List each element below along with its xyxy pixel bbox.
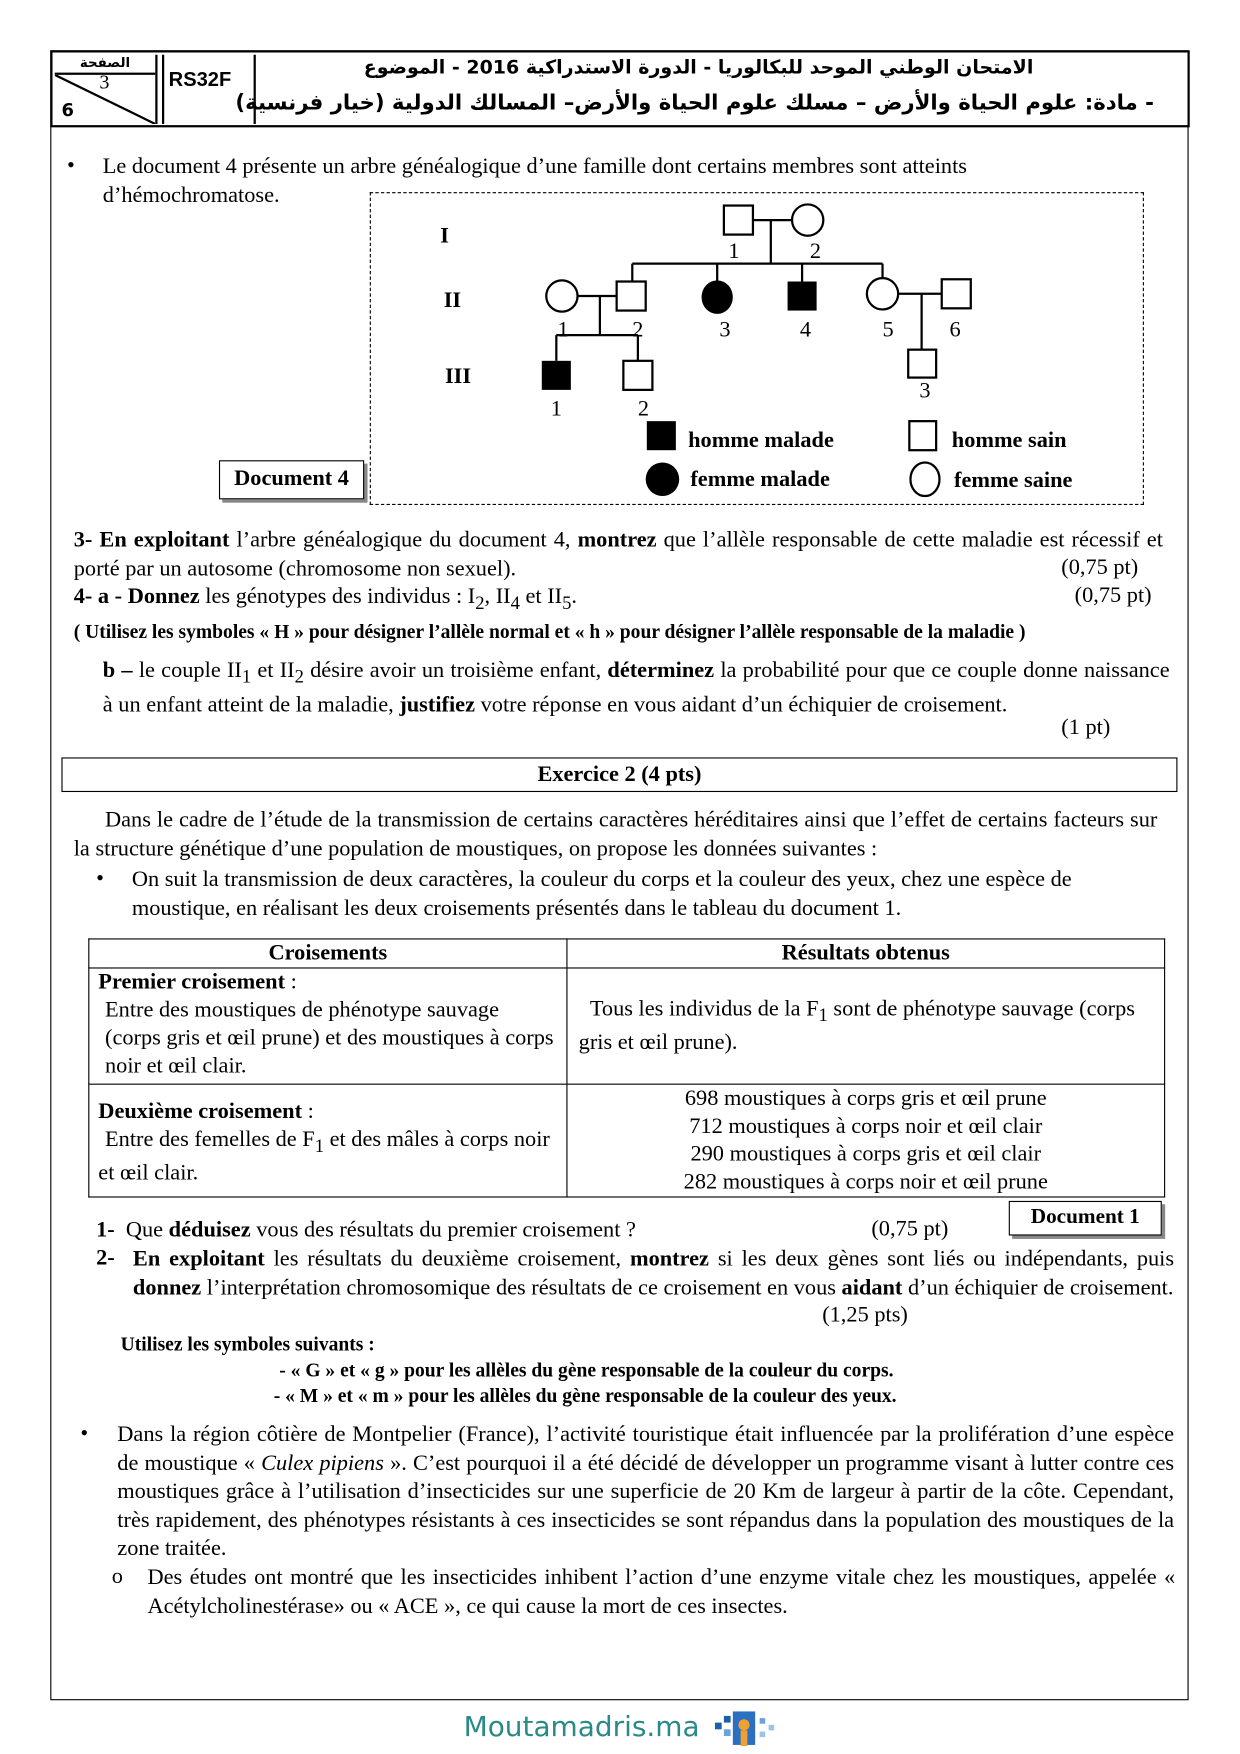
symbol-m: - « M » et « m » pour les allèles du gène responsable de la couleur des yeux. <box>273 1384 897 1407</box>
individual-III3 <box>908 350 936 378</box>
ind-num: 1 <box>550 395 562 421</box>
individual-II1 <box>546 280 577 311</box>
ind-num: 4 <box>799 316 812 342</box>
legend-affected-male: homme malade <box>688 426 834 452</box>
individual-III1 <box>542 361 571 390</box>
exercise-2-q1: 1- Que déduisez vous des résultats du premier croisement ? <box>96 1217 636 1243</box>
question-4b: b – le couple $II_1$ et $II_2$ désire avoir un troisième enfant, déterminez la probabilité pour que ce couple donne naissance à un enfant atteint de la maladie, justifiez votre réponse en vous aidant d’un échiquier de croisement. <box>102 657 1170 717</box>
col-header: Résultats obtenus <box>567 939 1165 968</box>
ind-num: 2 <box>632 316 644 342</box>
exam-code: RS32F <box>162 55 256 124</box>
legend-affected-female: femme malade <box>690 465 830 491</box>
last-paragraph: Dans la région côtière de Montpelier (France), l’activité touristique était influencée par la prolifération d’une espèce de moustique « Culex pipiens ». C’est pourquoi il a été décidé de développer un programme visant à lutter contre ces moustiques grâce à l’utilisation d’insecticides sur une superficie de 20 Km de largeur à partir de la côte. Cependant, très rapidement, des phénotypes résistants à ces insecticides se sont répandus dans la population des moustiques de la zone traitée. <box>117 1422 1175 1561</box>
document-4-label: Document 4 <box>219 460 364 499</box>
ind-num: 6 <box>949 316 961 342</box>
legend-healthy-male: homme sain <box>951 426 1067 452</box>
bullet: • <box>80 1420 89 1446</box>
symbol-g: - « G » et « g » pour les allèles du gène responsable de la couleur du corps. <box>279 1358 894 1381</box>
ind-num: 1 <box>728 238 740 264</box>
legend-healthy-male-icon <box>909 421 936 450</box>
pedigree-chart <box>0 0 1240 525</box>
table-row <box>89 968 1165 1084</box>
ind-num: 2 <box>637 395 650 421</box>
result-1: Tous les individus de la $F_1$ sont de phénotype sauvage (corps gris et œil prune). <box>567 968 1165 1084</box>
individual-II2 <box>617 282 646 311</box>
bullet: • <box>67 153 75 178</box>
cross-2: Deuxième croisement : Entre des femelles de $F_1$ et des mâles à corps noir et œil clair. <box>89 1084 567 1197</box>
document-1-label: Document 1 <box>1009 1201 1162 1236</box>
gen-label: II <box>443 287 462 313</box>
col-header: Croisements <box>89 939 567 968</box>
sub-bullet: o <box>111 1563 123 1589</box>
q4-note: ( Utilisez les symboles « H » pour désigner l’allèle normal et « h » pour désigner l’allèle responsable de la maladie ) <box>73 620 1026 643</box>
page-number: 3 <box>99 70 110 93</box>
page-total: 6 <box>61 99 74 121</box>
exercise-2-title: Exercice 2 (4 pts) <box>61 757 1177 792</box>
page-label: الصفحة <box>55 55 156 75</box>
table-row <box>89 1084 1165 1197</box>
ind-num: 2 <box>809 238 822 264</box>
individual-II6 <box>942 279 971 308</box>
legend-healthy-female: femme saine <box>954 467 1073 493</box>
result-2: 698 moustiques à corps gris et œil prune 712 moustiques à corps noir et œil clair 290 moustiques à corps gris et œil clair 282 moustiques à corps noir et œil prune <box>567 1084 1165 1197</box>
q4a-points: (0,75 pt) <box>1074 583 1152 608</box>
gen-label: III <box>444 363 472 389</box>
crosses-table <box>88 938 1165 1197</box>
legend-affected-female-icon <box>646 462 680 496</box>
moutamadris-logo[interactable]: Moutamadris.ma <box>464 1707 787 1749</box>
logo-graphic-icon <box>708 1707 786 1749</box>
exercise-2-q2: En exploitant les résultats du deuxième croisement, montrez si les deux gènes sont liés ou indépendants, puis donnez l’interprétation chromosomique des résultats de ce croisement en vous aidant d’un échiquier de croisement. <box>132 1246 1175 1300</box>
intro-text: Le document 4 présente un arbre généalogique d’une famille dont certains membres sont atteints d’hémochromatose. <box>102 154 968 208</box>
ind-num: 5 <box>882 316 894 342</box>
legend-affected-male-icon <box>647 421 676 450</box>
eq2-num: 2- <box>96 1245 115 1271</box>
q4b-points: (1 pt) <box>1061 714 1111 740</box>
eq1-points: (0,75 pt) <box>871 1216 949 1242</box>
gen-label: I <box>440 222 449 248</box>
last-sub-paragraph: Des études ont montré que les insecticides inhibent l’action d’une enzyme vitale chez les moustiques, appelée « Acétylcholinestérase» ou « ACE », ce qui cause la mort de ces insectes. <box>147 1565 1176 1619</box>
individual-I2 <box>792 204 823 235</box>
bullet: • <box>96 865 104 891</box>
legend-healthy-female-icon <box>910 462 939 496</box>
exercise-2-bullet: On suit la transmission de deux caractères, la couleur du corps et la couleur des yeux, chez une espèce de moustique, en réalisant les deux croisements présentés dans le tableau du document 1. <box>131 866 1072 920</box>
individual-II4 <box>788 282 817 311</box>
symbols-title: Utilisez les symboles suivants : <box>120 1332 375 1356</box>
header-line-1: الامتحان الوطني الموحد للبكالوريا - الدورة الاستدراكية 2016 - الموضوع <box>363 56 1034 80</box>
individual-II3 <box>702 280 733 314</box>
individual-I1 <box>724 206 753 235</box>
individual-III2 <box>623 361 652 390</box>
cross-1: Premier croisement : Entre des moustiques de phénotype sauvage (corps gris et œil prune) et des moustiques à corps noir et œil clair. <box>89 968 567 1084</box>
question-3: 3- En exploitant l’arbre généalogique du document 4, montrez que l’allèle responsable de cette maladie est récessif et porté par un autosome (chromosome non sexuel). <box>73 527 1163 581</box>
question-4a: 4- a - Donnez les génotypes des individus : $I_2$, $II_4$ et $II_5$. <box>73 584 577 614</box>
ind-num: 3 <box>719 316 731 342</box>
header-line-2: - مادة: علوم الحياة والأرض – مسلك علوم الحياة والأرض– المسالك الدولية (خيار فرنسية) <box>235 90 1154 116</box>
q3-points: (0,75 pt) <box>1061 555 1139 580</box>
exercise-2-intro: Dans le cadre de l’étude de la transmission de certains caractères héréditaires ainsi que l’effet de certains facteurs sur la structure génétique d’une population de moustiques, on propose les données suivantes : <box>73 807 1158 861</box>
individual-II5 <box>867 278 898 309</box>
eq2-points: (1,25 pts) <box>822 1302 908 1328</box>
ind-num: 3 <box>919 377 931 403</box>
ind-num: 1 <box>557 316 569 342</box>
